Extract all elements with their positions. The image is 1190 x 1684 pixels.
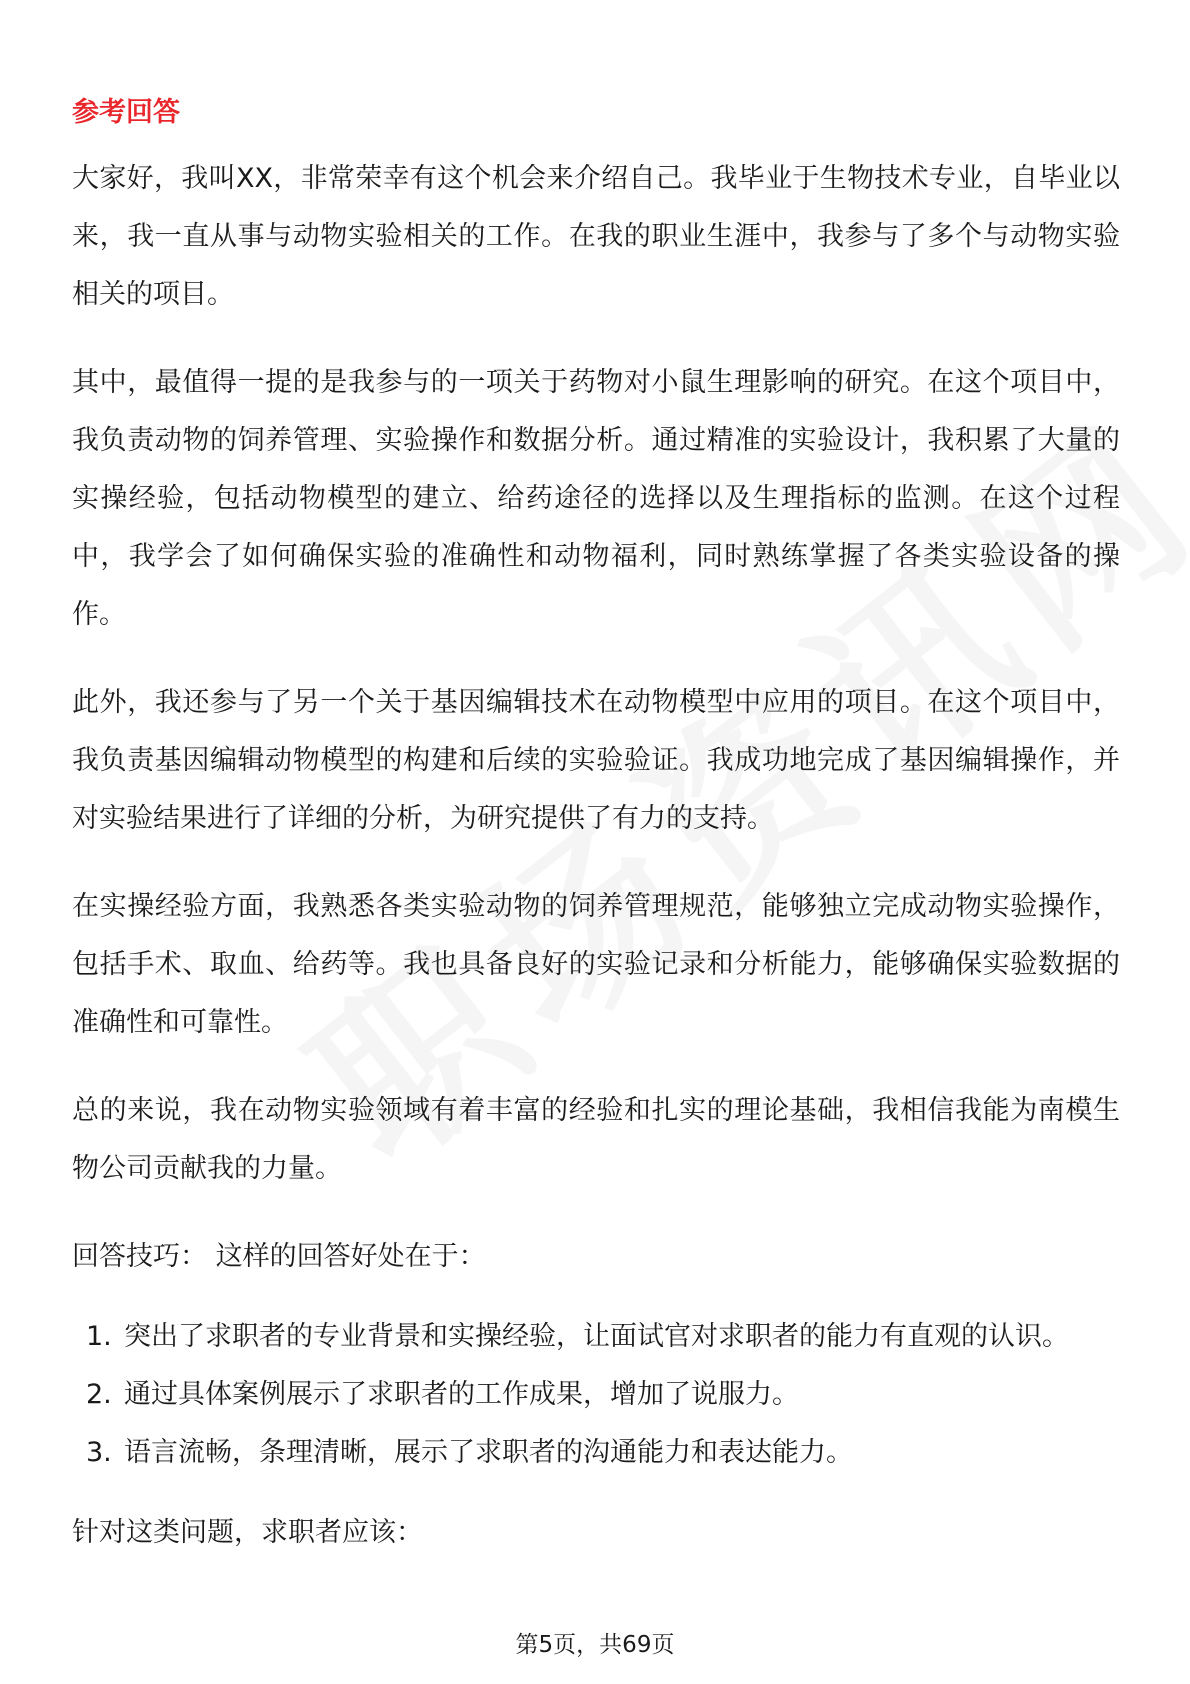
list-item (72, 1366, 1120, 1424)
section-heading: 参考回答 (72, 97, 180, 128)
list-item-text: 通过具体案例展示了求职者的工作成果，增加了说服力。 (124, 1379, 799, 1410)
page-content (72, 88, 1120, 1562)
list-item-number: 3. (86, 1437, 112, 1468)
page-number: 第5页，共69页 (515, 1632, 675, 1658)
paragraph-experience: 在实操经验方面，我熟悉各类实验动物的饲养管理规范，能够独立完成动物实验操作，包括手术、取血、给药等。我也具备良好的实验记录和分析能力，能够确保实验数据的准确性和可靠性。 (72, 891, 1120, 1038)
tips-list (72, 1308, 1120, 1482)
paragraph-summary: 总的来说，我在动物实验领域有着丰富的经验和扎实的理论基础，我相信我能为南模生物公司贡献我的力量。 (72, 1095, 1120, 1184)
paragraph-intro: 大家好，我叫XX，非常荣幸有这个机会来介绍自己。我毕业于生物技术专业，自毕业以来，我一直从事与动物实验相关的工作。在我的职业生涯中，我参与了多个与动物实验相关的项目。 (72, 163, 1120, 310)
list-item-number: 1. (86, 1321, 112, 1352)
paragraph-project-two: 此外，我还参与了另一个关于基因编辑技术在动物模型中应用的项目。在这个项目中，我负责基因编辑动物模型的构建和后续的实验验证。我成功地完成了基因编辑操作，并对实验结果进行了详细的分析，为研究提供了有力的支持。 (72, 687, 1120, 834)
list-item-text: 语言流畅，条理清晰，展示了求职者的沟通能力和表达能力。 (124, 1437, 853, 1468)
list-item (72, 1308, 1120, 1366)
paragraph-project-one: 其中，最值得一提的是我参与的一项关于药物对小鼠生理影响的研究。在这个项目中，我负责动物的饲养管理、实验操作和数据分析。通过精准的实验设计，我积累了大量的实操经验，包括动物模型的建立、给药途径的选择以及生理指标的监测。在这个过程中，我学会了如何确保实验的准确性和动物福利，同时熟练掌握了各类实验设备的操作。 (72, 367, 1120, 630)
list-item-text: 突出了求职者的专业背景和实操经验，让面试官对求职者的能力有直观的认识。 (124, 1321, 1069, 1352)
list-item-number: 2. (86, 1379, 112, 1410)
tips-intro: 回答技巧： 这样的回答好处在于： (72, 1241, 486, 1272)
list-item (72, 1424, 1120, 1482)
closing-line: 针对这类问题，求职者应该： (72, 1517, 423, 1548)
